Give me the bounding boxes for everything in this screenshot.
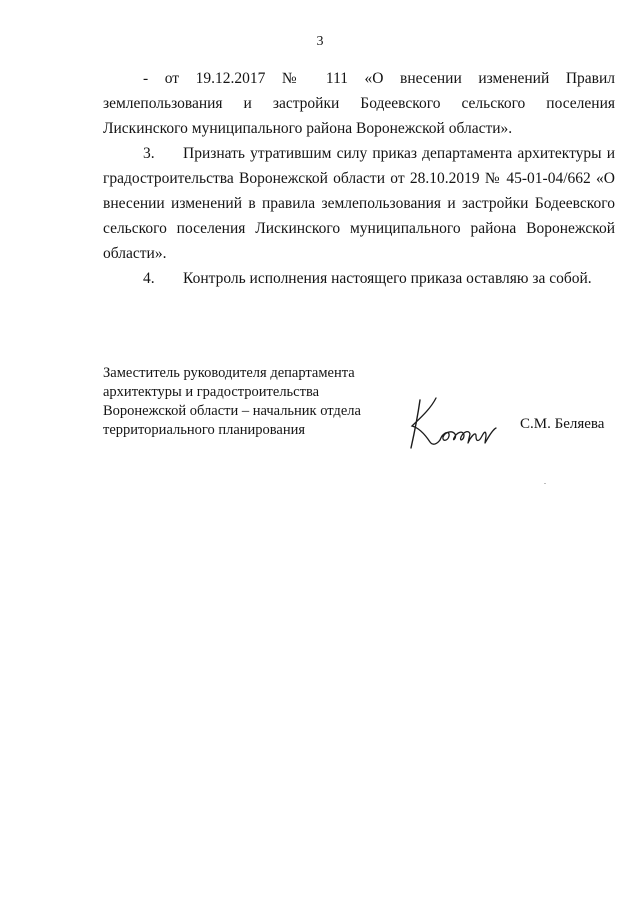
item-4-number: 4. xyxy=(143,270,155,287)
paragraph-item-3 xyxy=(103,141,615,266)
item-3-text: Признать утратившим силу приказ департамента архитектуры и градостроительства Воронежской области от 28.10.2019 № 45-01-04/662 «О внесении изменений в правила землепользования и застройки Бодеевского сельского поселения Лискинского муниципального района Воронежской области». xyxy=(103,145,615,262)
signatory-title xyxy=(103,364,373,440)
signatory-title-line: архитектуры и градостроительства xyxy=(103,384,320,400)
item-4-text: Контроль исполнения настоящего приказа оставляю за собой. xyxy=(183,270,592,287)
signer-name: С.М. Беляева xyxy=(520,416,605,432)
signatory-title-line: Воронежской области – начальник отдела xyxy=(103,403,361,419)
scan-speck xyxy=(544,483,546,484)
item-3-number: 3. xyxy=(143,145,155,162)
paragraph-continuation: - от 19.12.2017 № 111 «О внесении изменений Правил землепользования и застройки Бодеевского сельского поселения Лискинского муниципального района Воронежской области». xyxy=(103,70,615,137)
paragraph-item-4 xyxy=(103,266,615,291)
signatory-title-line: территориального планирования xyxy=(103,422,306,438)
handwritten-signature xyxy=(406,396,498,454)
signatory-title-line: Заместитель руководителя департамента xyxy=(103,365,355,381)
page-number: 3 xyxy=(316,34,324,49)
document-body xyxy=(103,66,615,291)
